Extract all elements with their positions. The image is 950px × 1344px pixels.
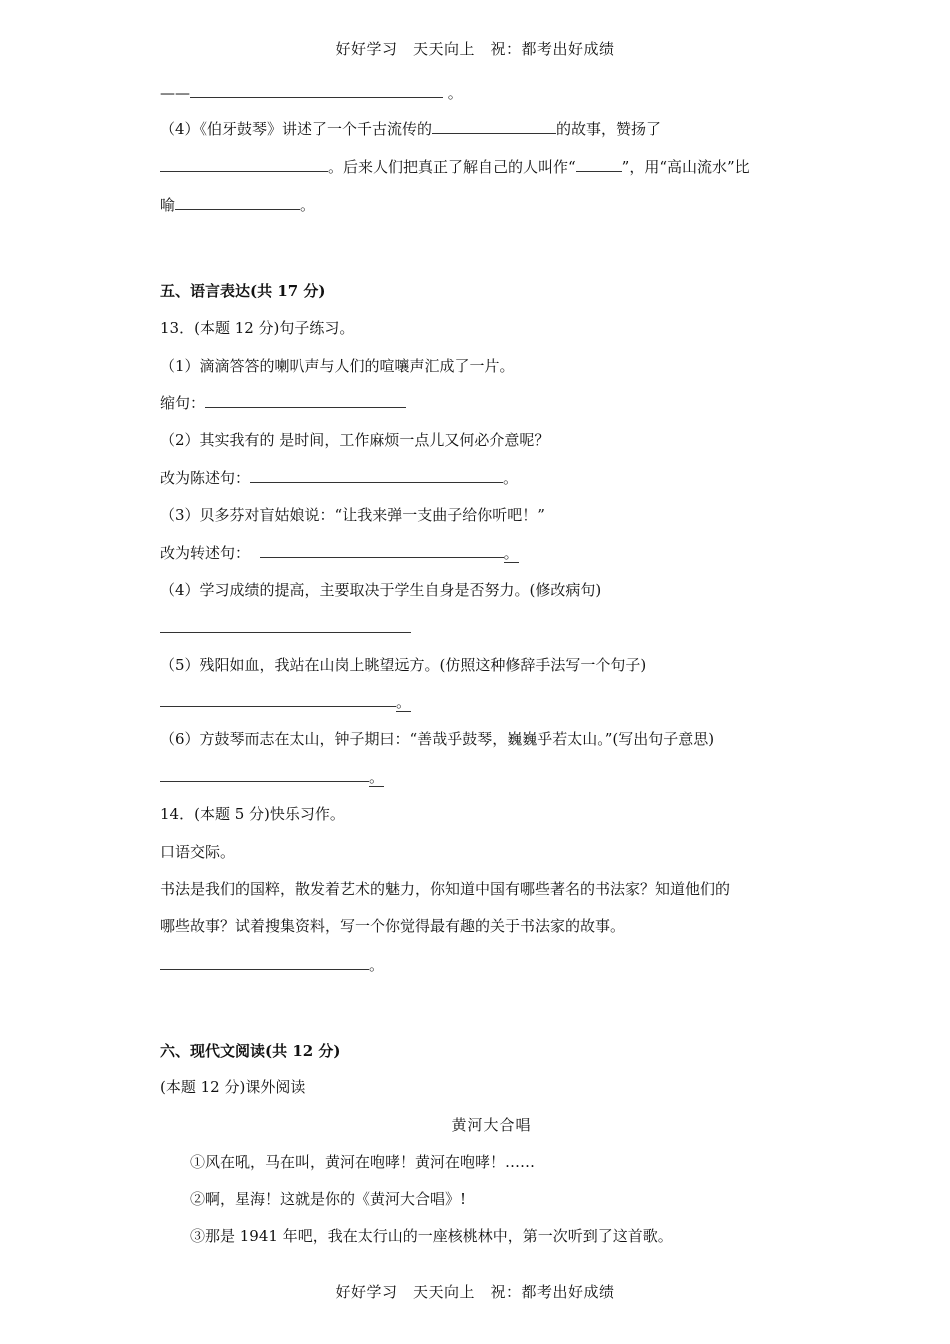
- answer-blank[interactable]: [205, 393, 406, 408]
- q4-text-c: 。后来人们把真正了解自己的人叫作“: [328, 158, 576, 176]
- line-end: 。: [447, 84, 463, 102]
- answer-blank[interactable]: [160, 618, 411, 633]
- page-header: 好好学习 天天向上 祝：都考出好成绩: [335, 40, 615, 58]
- line-end: 。: [369, 956, 385, 974]
- question-4-line2: [160, 157, 750, 177]
- line-end: 。: [503, 469, 519, 487]
- q4-text-e: 喻: [160, 196, 176, 214]
- passage-paragraph-3: ③那是 1941 年吧，我在太行山的一座核桃林中，第一次听到了这首歌。: [190, 1227, 673, 1245]
- answer-blank[interactable]: [175, 195, 300, 210]
- sentence-3-answer: [160, 543, 519, 563]
- answer-blank[interactable]: [576, 157, 622, 172]
- section-6-title: 六、现代文阅读(共 12 分): [160, 1042, 341, 1060]
- question-14-answer: [160, 955, 384, 975]
- answer-label: 缩句：: [160, 394, 206, 412]
- reading-intro: (本题 12 分)课外阅读: [160, 1078, 306, 1096]
- page-footer: 好好学习 天天向上 祝：都考出好成绩: [335, 1283, 615, 1301]
- line-end: 。: [369, 768, 385, 786]
- q4-text-d: ”，用“高山流水”比: [621, 158, 750, 176]
- q4-text-f: 。: [300, 196, 316, 214]
- answer-blank[interactable]: [160, 955, 369, 970]
- question-4-line1: [160, 119, 661, 139]
- answer-line-continuation: [160, 83, 463, 103]
- passage-paragraph-2: ②啊，星海！这就是你的《黄河大合唱》!: [190, 1190, 467, 1208]
- sentence-2-answer: [160, 468, 518, 488]
- sentence-2: （2）其实我有的 是时间，工作麻烦一点儿又何必介意呢？: [160, 431, 550, 449]
- question-4-line3: [160, 195, 315, 215]
- sentence-1-answer: [160, 393, 406, 413]
- line-end: 。: [396, 693, 412, 711]
- answer-blank[interactable]: [190, 83, 443, 98]
- prompt-line-1: 书法是我们的国粹，散发着艺术的魅力，你知道中国有哪些著名的书法家？知道他们的: [160, 880, 731, 898]
- answer-blank[interactable]: [160, 767, 369, 782]
- oral-communication-label: 口语交际。: [160, 843, 236, 861]
- sentence-5: （5）残阳如血，我站在山岗上眺望远方。(仿照这种修辞手法写一个句子): [160, 656, 647, 674]
- answer-blank[interactable]: [160, 692, 396, 707]
- sentence-3: （3）贝多芬对盲姑娘说：“让我来弹一支曲子给你听吧！”: [160, 506, 545, 524]
- section-5-title: 五、语言表达(共 17 分): [160, 282, 326, 300]
- q4-text-b: 的故事，赞扬了: [556, 120, 662, 138]
- question-13-heading: 13．(本题 12 分)句子练习。: [160, 319, 355, 337]
- answer-blank[interactable]: [250, 468, 503, 483]
- sentence-6-answer: [160, 767, 384, 787]
- answer-label: 改为转述句：: [160, 544, 251, 562]
- answer-blank[interactable]: [432, 119, 556, 134]
- sentence-6: （6）方鼓琴而志在太山，钟子期曰：“善哉乎鼓琴，巍巍乎若太山。”(写出句子意思): [160, 730, 715, 748]
- answer-blank[interactable]: [260, 543, 504, 558]
- sentence-1: （1）滴滴答答的喇叭声与人们的喧嚷声汇成了一片。: [160, 357, 515, 375]
- line-end: 。: [503, 544, 519, 562]
- answer-blank[interactable]: [160, 157, 328, 172]
- question-14-heading: 14．(本题 5 分)快乐习作。: [160, 805, 345, 823]
- dash-prefix: ——: [160, 84, 190, 102]
- passage-title: 黄河大合唱: [451, 1116, 532, 1134]
- prompt-line-2: 哪些故事？试着搜集资料，写一个你觉得最有趣的关于书法家的故事。: [160, 917, 626, 935]
- passage-paragraph-1: ①风在吼，马在叫，黄河在咆哮！黄河在咆哮！……: [190, 1153, 536, 1171]
- answer-label: 改为陈述句：: [160, 469, 251, 487]
- sentence-4-answer: [160, 618, 411, 638]
- sentence-5-answer: [160, 692, 411, 712]
- sentence-4: （4）学习成绩的提高，主要取决于学生自身是否努力。(修改病句): [160, 581, 602, 599]
- q4-text-a: （4）《伯牙鼓琴》讲述了一个千古流传的: [160, 120, 433, 138]
